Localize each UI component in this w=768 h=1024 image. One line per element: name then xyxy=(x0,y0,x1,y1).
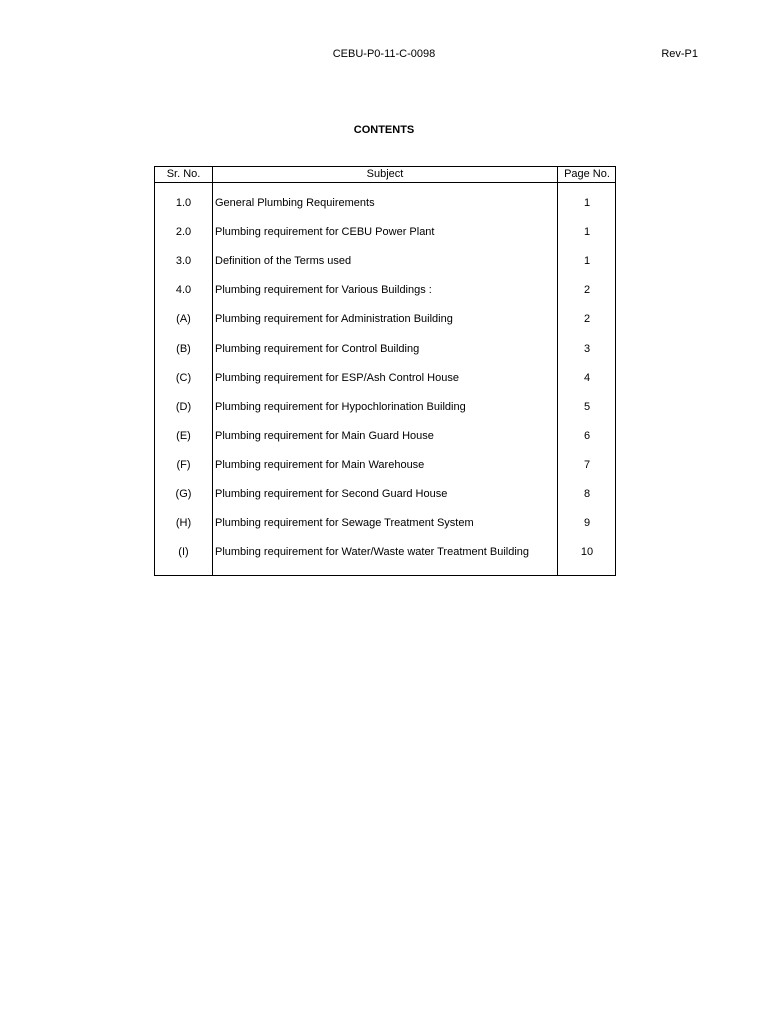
sr-no-cell: (B) xyxy=(176,343,191,355)
table-row xyxy=(155,487,615,501)
subject-cell: Plumbing requirement for ESP/Ash Control House xyxy=(215,372,459,384)
page-no-cell: 6 xyxy=(583,430,591,442)
subject-cell: Plumbing requirement for Second Guard House xyxy=(215,488,448,500)
sr-no-cell: 3.0 xyxy=(175,255,192,267)
subject-cell: Plumbing requirement for CEBU Power Plant xyxy=(215,226,435,238)
table-row xyxy=(155,545,615,559)
page-no-cell: 2 xyxy=(583,284,591,296)
table-row xyxy=(155,225,615,239)
sr-no-cell: (C) xyxy=(175,372,192,384)
sr-no-cell: (I) xyxy=(178,546,189,558)
subject-cell: Definition of the Terms used xyxy=(215,255,352,267)
table-row xyxy=(155,400,615,414)
sr-no-cell: (D) xyxy=(175,401,192,413)
column-header-subject: Subject xyxy=(366,168,404,180)
subject-cell: Plumbing requirement for Main Guard House xyxy=(215,430,434,442)
table-row xyxy=(155,342,615,356)
sr-no-cell: 1.0 xyxy=(175,197,192,209)
column-header-page-no: Page No. xyxy=(564,168,610,180)
sr-no-cell: (E) xyxy=(176,430,191,442)
revision-label: Rev-P1 xyxy=(661,48,698,60)
subject-cell: General Plumbing Requirements xyxy=(215,197,375,209)
page-no-cell: 7 xyxy=(583,459,591,471)
table-row xyxy=(155,516,615,530)
page-no-cell: 8 xyxy=(583,488,591,500)
page-title: CONTENTS xyxy=(353,124,415,136)
page-no-cell: 1 xyxy=(583,197,591,209)
sr-no-cell: 2.0 xyxy=(175,226,192,238)
table-row xyxy=(155,371,615,385)
sr-no-cell: (A) xyxy=(176,313,191,325)
page-no-cell: 1 xyxy=(583,226,591,238)
column-header-sr-no: Sr. No. xyxy=(166,168,201,180)
subject-cell: Plumbing requirement for Main Warehouse xyxy=(215,459,425,471)
document-number: CEBU-P0-11-C-0098 xyxy=(332,48,436,60)
page-no-cell: 1 xyxy=(583,255,591,267)
header-divider xyxy=(155,182,615,183)
page-no-cell: 10 xyxy=(580,546,594,558)
subject-cell: Plumbing requirement for Water/Waste water Treatment Building xyxy=(215,546,530,558)
sr-no-cell: 4.0 xyxy=(175,284,192,296)
contents-table xyxy=(154,166,616,576)
table-row xyxy=(155,254,615,268)
sr-no-cell: (H) xyxy=(175,517,192,529)
subject-cell: Plumbing requirement for Administration Building xyxy=(215,313,453,325)
page-no-cell: 5 xyxy=(583,401,591,413)
table-row xyxy=(155,312,615,326)
page-no-cell: 3 xyxy=(583,343,591,355)
page-no-cell: 2 xyxy=(583,313,591,325)
table-row xyxy=(155,283,615,297)
subject-cell: Plumbing requirement for Sewage Treatment System xyxy=(215,517,474,529)
table-row xyxy=(155,429,615,443)
sr-no-cell: (F) xyxy=(176,459,191,471)
table-row xyxy=(155,458,615,472)
subject-cell: Plumbing requirement for Control Building xyxy=(215,343,420,355)
page-no-cell: 9 xyxy=(583,517,591,529)
subject-cell: Plumbing requirement for Hypochlorination Building xyxy=(215,401,466,413)
page-no-cell: 4 xyxy=(583,372,591,384)
table-row xyxy=(155,196,615,210)
sr-no-cell: (G) xyxy=(175,488,192,500)
subject-cell: Plumbing requirement for Various Buildings : xyxy=(215,284,432,296)
